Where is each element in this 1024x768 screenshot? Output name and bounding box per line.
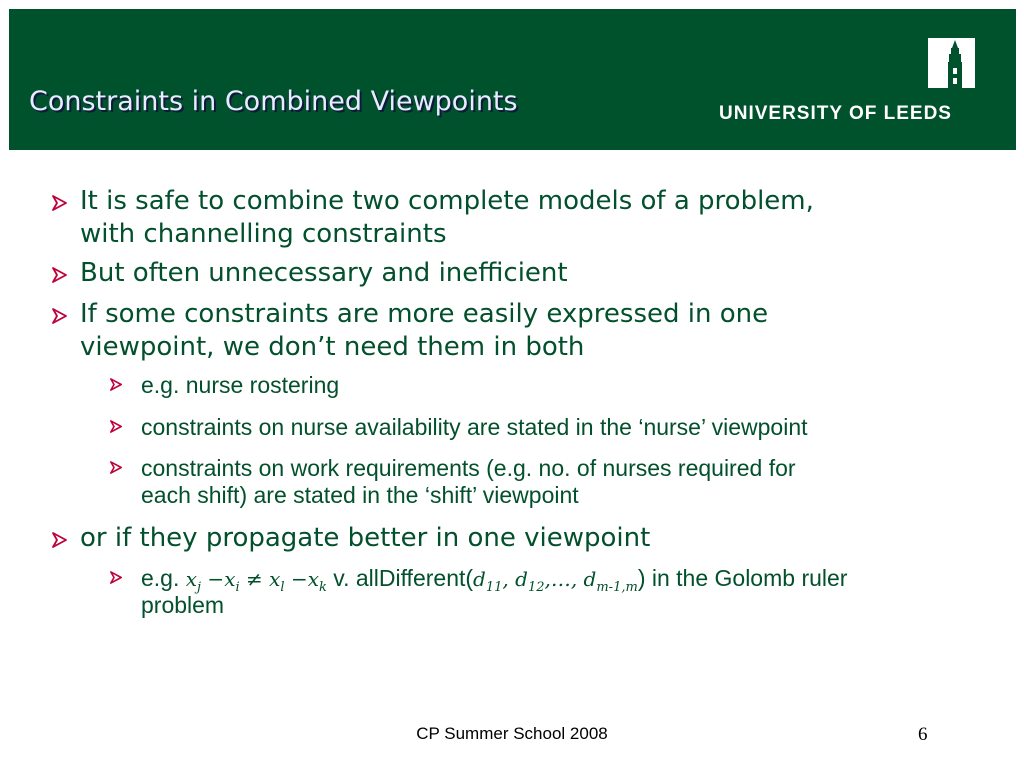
arrow-bullet-icon [110,571,122,584]
arrow-bullet-icon [110,378,122,391]
bullet-text: with channelling constraints [80,219,447,249]
bullet-text: But often unnecessary and inefficient [80,258,568,288]
arrow-bullet-icon [110,461,122,474]
arrow-bullet-icon [110,420,122,433]
sub-bullet-text: constraints on nurse availability are stated in the ‘nurse’ viewpoint [141,414,808,440]
page-number: 6 [918,724,928,745]
arrow-bullet-icon [52,308,67,324]
bullet-text: viewpoint, we don’t need them in both [80,332,585,362]
golomb-d-list: $d_{11}$, $d_{12},\dots$, $d_{m-1,m}$ [473,567,638,595]
golomb-prefix: e.g. [141,565,180,591]
arrow-bullet-icon [52,532,67,548]
sub-bullet-text: constraints on work requirements (e.g. no. of nurses required for [141,455,796,481]
golomb-line [141,565,847,601]
university-name: UNIVERSITY OF LEEDS [719,103,952,124]
golomb-expression: $x_j -x_i \ne x_l -x_k$ [185,567,327,595]
bullet-text: If some constraints are more easily expressed in one [80,299,769,329]
sub-bullet-text: each shift) are stated in the ‘shift’ viewpoint [141,482,579,508]
bullet-text: or if they propagate better in one viewpoint [80,523,651,553]
bullet-text: It is safe to combine two complete models of a problem, [80,186,814,216]
arrow-bullet-icon [52,195,67,211]
slide-title: Constraints in Combined Viewpoints [29,86,518,117]
slide-footer: CP Summer School 2008 [416,724,608,743]
sub-bullet-text: problem [141,592,225,618]
golomb-vs-text: v. allDifferent( [333,565,474,591]
sub-bullet-text: e.g. nurse rostering [141,372,340,398]
golomb-after-text: ) in the Golomb ruler [637,565,848,591]
arrow-bullet-icon [52,267,67,283]
